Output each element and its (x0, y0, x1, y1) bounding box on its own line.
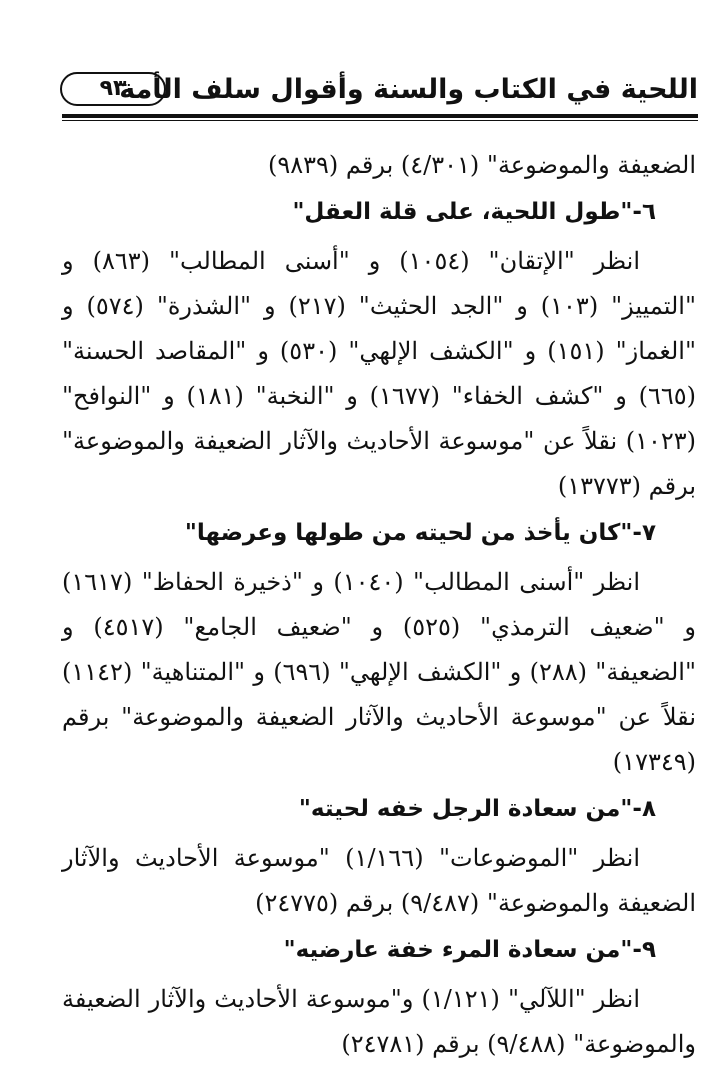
heading-item-8: ٨-"من سعادة الرجل خفه لحيته" (298, 796, 656, 822)
paragraph-item-7: انظر "أسنى المطالب" (١٠٤٠) و "ذخيرة الحفاظ" (١٦١٧) و "ضعيف الترمذي" (٥٢٥) و "ضعيف الجامع" (٤٥١٧) و "الضعيفة" (٢٨٨) و "الكشف الإلهي" (٦٩٦) و "المتناهية" (١١٤٢) نقلاً عن "موسوعة الأحاديث والآثار الضعيفة والموضوعة" برقم (١٧٣٤٩) (62, 568, 696, 776)
paragraph-continued: الضعيفة والموضوعة" (٤/٣٠١) برقم (٩٨٣٩) (267, 151, 696, 179)
paragraph-item-6: انظر "الإتقان" (١٠٥٤) و "أسنى المطالب" (٨٦٣) و "التمييز" (١٠٣) و "الجد الحثيث" (٢١٧) و "الشذرة" (٥٧٤) و "الغماز" (١٥١) و "الكشف الإلهي" (٥٣٠) و "المقاصد الحسنة" (٦٦٥) و "كشف الخفاء" (١٦٧٧) و "النخبة" (١٨١) و "النوافح" (١٠٢٣) نقلاً عن "موسوعة الأحاديث والآثار الضعيفة والموضوعة" برقم (١٣٧٧٣) (62, 247, 697, 500)
heading-item-7: ٧-"كان يأخذ من لحيته من طولها وعرضها" (184, 520, 656, 546)
header-rule (62, 114, 698, 118)
paragraph-item-8: انظر "الموضوعات" (١/١٦٦) "موسوعة الأحاديث والآثار الضعيفة والموضوعة" (٩/٤٨٧) برقم (٢٤٧٧٥) (62, 844, 696, 917)
page-header (60, 68, 698, 114)
page-number: ٩٣ (60, 72, 166, 106)
paragraph-item-9: انظر "اللآلي" (١/١٢١) و"موسوعة الأحاديث والآثار الضعيفة والموضوعة" (٩/٤٨٨) برقم (٢٤٧٨١) (62, 985, 696, 1058)
header-rule-thin (62, 120, 698, 121)
page-body (62, 143, 696, 1067)
heading-item-9: ٩-"من سعادة المرء خفة عارضيه" (283, 937, 656, 963)
running-title: اللحية في الكتاب والسنة وأقوال سلف الأمة (119, 74, 698, 105)
heading-item-6: ٦-"طول اللحية، على قلة العقل" (292, 199, 656, 225)
